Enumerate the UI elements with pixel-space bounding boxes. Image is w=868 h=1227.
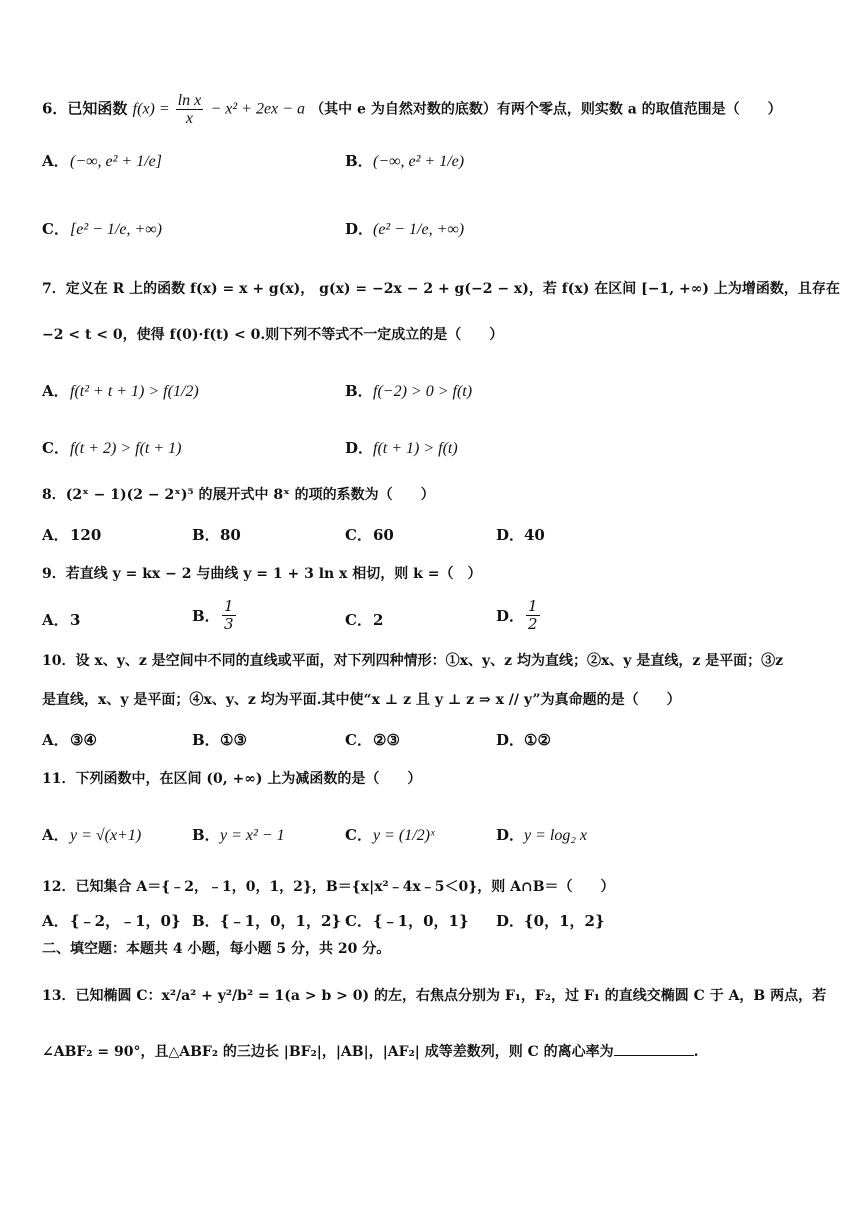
q8-option-d[interactable]: D．40 — [496, 526, 545, 544]
q12-option-b[interactable]: B．{﹣1，0，1，2} — [192, 912, 342, 930]
q11-option-d[interactable]: D．y = log₂ x — [496, 826, 588, 844]
q6-option-c[interactable]: C．[e² − 1/e, +∞) — [42, 220, 162, 238]
q11-option-a[interactable]: A．y = √(x+1) — [42, 826, 142, 844]
question-9: 9．若直线 y = kx − 2 与曲线 y = 1 + 3 ln x 相切，则 k =（ ） — [42, 566, 482, 582]
fraction: $\frac{\text{ln x}}{x}$ — [177, 92, 202, 127]
section-heading: 二、填空题：本题共 4 小题，每小题 5 分，共 20 分。 — [42, 941, 391, 957]
question-10-line1: 10．设 x、y、z 是空间中不同的直线或平面，对下列四种情形：①x、y、z 均为直线；②x、y 是直线，z 是平面；③z — [42, 653, 784, 669]
q8-option-c[interactable]: C．60 — [345, 526, 394, 544]
q10-option-a[interactable]: A．③④ — [42, 731, 97, 749]
q12-option-c[interactable]: C．{﹣1，0，1} — [345, 912, 469, 930]
question-7-line1: 7．定义在 R 上的函数 f(x) = x + g(x)， g(x) = −2x − 2 + g(−2 − x)，若 f(x) 在区间 [−1, +∞) 上为增函数，且存在 — [42, 281, 840, 297]
question-12: 12．已知集合 A＝{﹣2，﹣1，0，1，2}，B＝{x|x²﹣4x﹣5＜0}，则 A∩B＝（ ） — [42, 879, 615, 895]
q8-option-b[interactable]: B．80 — [192, 526, 241, 544]
question-11: 11．下列函数中，在区间 (0, +∞) 上为减函数的是（ ） — [42, 771, 422, 787]
q9-option-b[interactable]: B． $\frac{1}{3}$ — [192, 597, 234, 633]
q7-option-b[interactable]: B．f(−2) > 0 > f(t) — [345, 382, 473, 400]
q7-option-d[interactable]: D．f(t + 1) > f(t) — [345, 439, 458, 457]
q10-option-c[interactable]: C．②③ — [345, 731, 400, 749]
question-10-line2: 是直线，x、y 是平面；④x、y、z 均为平面.其中使“x ⊥ z 且 y ⊥ z ⇒ x // y”为真命题的是（ ） — [42, 692, 681, 708]
q10-option-d[interactable]: D．①② — [496, 731, 551, 749]
question-8: 8．(2ˣ − 1)(2 − 2ˣ)⁵ 的展开式中 8ˣ 的项的系数为（ ） — [42, 487, 435, 503]
question-13-line2: ∠ABF₂ = 90°，且△ABF₂ 的三边长 |BF₂|，|AB|，|AF₂| 成等差数列，则 C 的离心率为 . — [42, 1041, 838, 1061]
q6-option-b[interactable]: B．(−∞, e² + 1/e) — [345, 152, 465, 170]
q7-option-a[interactable]: A．f(t² + t + 1) > f(1/2) — [42, 382, 199, 400]
q9-option-a[interactable]: A．3 — [42, 611, 81, 629]
q10-option-b[interactable]: B．①③ — [192, 731, 247, 749]
q6-option-d[interactable]: D．(e² − 1/e, +∞) — [345, 220, 465, 238]
question-6: 6．已知函数 f(x) = $\frac{\text{ln x}}{x}$ − x² + 2ex − a （其中 e 为自然对数的底数）有两个零点，则实数 a 的取值范围是（ ） — [42, 92, 782, 127]
q9-option-d[interactable]: D． $\frac{1}{2}$ — [496, 597, 538, 633]
q12-option-d[interactable]: D．{0，1，2} — [496, 912, 605, 930]
question-7-line2: −2 < t < 0，使得 f(0)·f(t) < 0.则下列不等式不一定成立的是（ ） — [42, 327, 504, 343]
q11-option-c[interactable]: C．y = (1/2)ˣ — [345, 826, 435, 844]
q11-option-b[interactable]: B．y = x² − 1 — [192, 826, 285, 844]
q9-option-c[interactable]: C．2 — [345, 611, 384, 629]
q12-option-a[interactable]: A．{﹣2，﹣1，0} — [42, 912, 181, 930]
question-13-line1: 13．已知椭圆 C：x²/a² + y²/b² = 1(a > b > 0) 的左，右焦点分别为 F₁，F₂，过 F₁ 的直线交椭圆 C 于 A，B 两点，若 — [42, 988, 827, 1004]
q7-option-c[interactable]: C．f(t + 2) > f(t + 1) — [42, 439, 182, 457]
q8-option-a[interactable]: A．120 — [42, 526, 102, 544]
q6-option-a[interactable]: A．(−∞, e² + 1/e] — [42, 152, 162, 170]
answer-blank[interactable] — [614, 1041, 694, 1056]
